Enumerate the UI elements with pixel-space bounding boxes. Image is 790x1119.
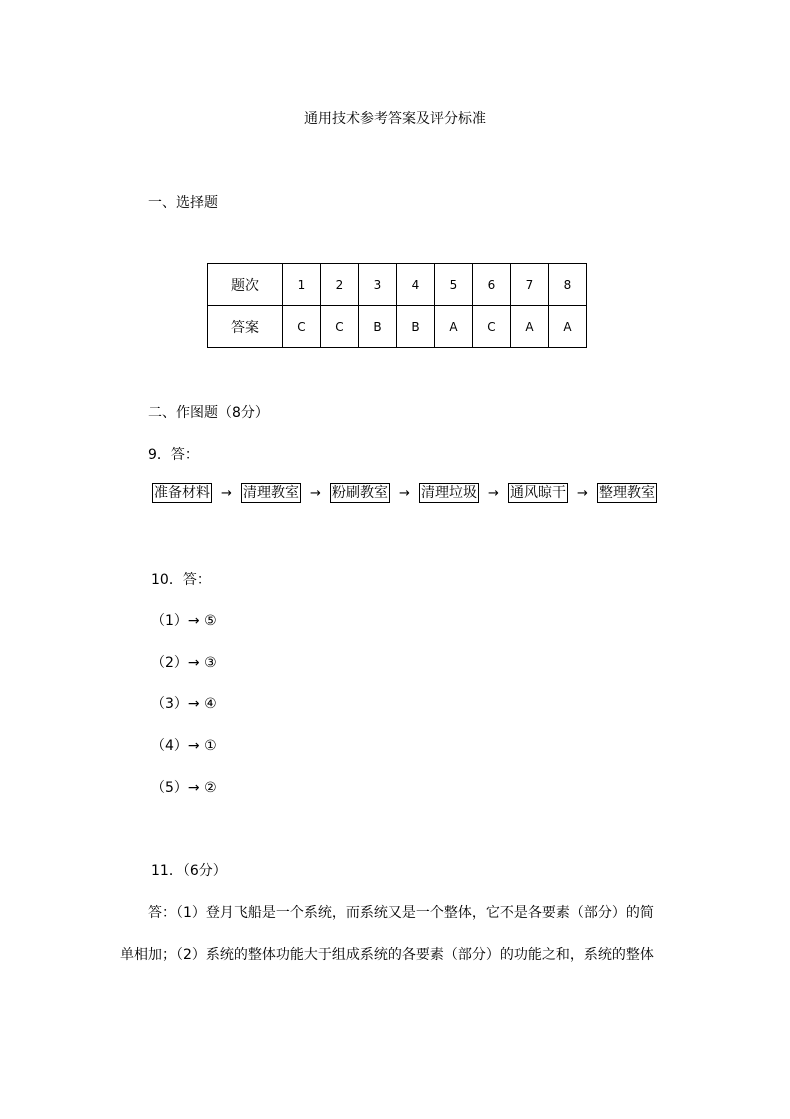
arrow-icon: → (310, 485, 321, 501)
q9-label: 9．答： (148, 447, 199, 463)
q10-label: 10．答： (151, 572, 211, 588)
q11-answer-line: 单相加；（2）系统的整体功能大于组成系统的各要素（部分）的功能之和，系统的整体 (120, 947, 654, 963)
table-cell: A (549, 306, 587, 348)
table-row (208, 306, 587, 348)
row-label: 题次 (208, 264, 283, 306)
table-row (208, 264, 587, 306)
section-heading-drawing: 二、作图题（8分） (148, 405, 269, 421)
q11-answer-line: 答：（1）登月飞船是一个系统，而系统又是一个整体，它不是各要素（部分）的简 (148, 905, 654, 921)
table-cell: B (397, 306, 435, 348)
answer-table (207, 263, 587, 348)
table-cell: 2 (321, 264, 359, 306)
table-cell: B (359, 306, 397, 348)
arrow-icon: → (577, 485, 588, 501)
q10-item: （5）→ ② (151, 780, 217, 796)
flow-step: 准备材料 (154, 485, 210, 501)
arrow-icon: → (488, 485, 499, 501)
q11-label: 11．（6分） (151, 863, 227, 879)
flow-step: 整理教室 (599, 485, 655, 501)
row-label: 答案 (208, 306, 283, 348)
q10-item: （4）→ ① (151, 738, 217, 754)
arrow-icon: → (399, 485, 410, 501)
table-cell: 4 (397, 264, 435, 306)
table-cell: C (321, 306, 359, 348)
process-flow (152, 483, 657, 503)
table-cell: A (435, 306, 473, 348)
table-cell: 5 (435, 264, 473, 306)
flow-step: 通风晾干 (510, 485, 566, 501)
table-cell: C (283, 306, 321, 348)
arrow-icon: → (221, 485, 232, 501)
page-title: 通用技术参考答案及评分标准 (304, 111, 486, 127)
table-cell: 8 (549, 264, 587, 306)
q10-item: （3）→ ④ (151, 696, 217, 712)
table-cell: C (473, 306, 511, 348)
table-cell: 7 (511, 264, 549, 306)
q10-item: （2）→ ③ (151, 655, 217, 671)
flow-step: 清理教室 (243, 485, 299, 501)
flow-step: 清理垃圾 (421, 485, 477, 501)
table-cell: 3 (359, 264, 397, 306)
section-heading-choice: 一、选择题 (148, 195, 218, 211)
table-cell: 6 (473, 264, 511, 306)
flow-step: 粉刷教室 (332, 485, 388, 501)
q10-item: （1）→ ⑤ (151, 613, 217, 629)
table-cell: A (511, 306, 549, 348)
table-cell: 1 (283, 264, 321, 306)
